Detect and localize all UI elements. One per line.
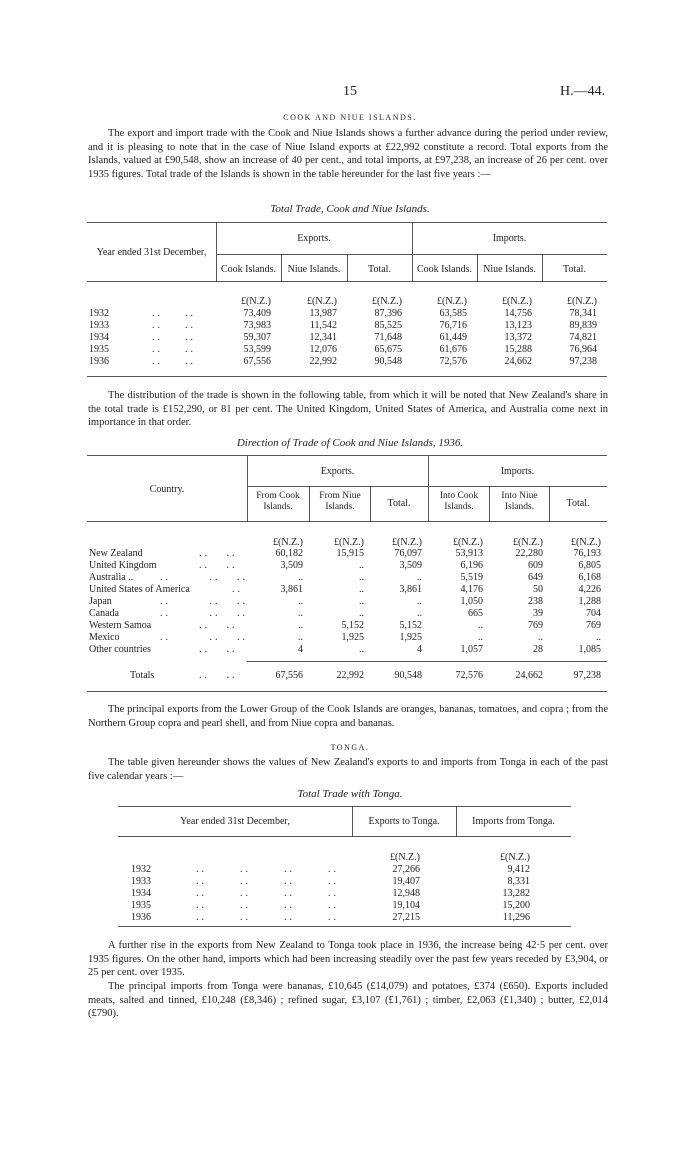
leader-dots: .. .. .. — [160, 572, 248, 583]
leader-dots: .. .. .. — [160, 608, 248, 619]
table-cell: 59,307 — [243, 332, 271, 343]
table-rule — [309, 486, 310, 521]
table-cell: 65,675 — [374, 344, 402, 355]
table-cell: 5,152 — [399, 620, 422, 631]
leader-dots: .. .. .. .. — [196, 888, 339, 899]
row-year: 1933 — [131, 876, 151, 887]
group-header-imports: Imports. — [492, 233, 527, 244]
table-cell: .. — [478, 620, 483, 631]
table-rule — [118, 926, 571, 927]
table-cell: 73,409 — [243, 308, 271, 319]
leader-dots: .. .. .. .. — [196, 876, 339, 887]
table-cell: 4,226 — [578, 584, 601, 595]
table-rule — [87, 376, 607, 377]
column-header: Into Cook Islands. — [439, 491, 479, 512]
column-header: Total. — [563, 264, 586, 275]
table-rule — [118, 836, 571, 837]
leader-dots: .. .. — [152, 356, 196, 367]
table-rule — [118, 806, 571, 807]
table-rule — [247, 661, 607, 662]
table-cell: 11,542 — [309, 320, 337, 331]
table-cell: 13,123 — [504, 320, 532, 331]
table-cell: 67,556 — [243, 356, 271, 367]
leader-dots: .. .. — [152, 308, 196, 319]
column-header-imports: Imports from Tonga. — [472, 816, 555, 827]
table-cell: .. — [298, 620, 303, 631]
leader-dots: .. — [232, 584, 243, 595]
unit-label: £(N.Z.) — [567, 296, 597, 307]
table-cell: 74,821 — [569, 332, 597, 343]
leader-dots: .. .. .. — [160, 632, 248, 643]
table-cell: 649 — [528, 572, 543, 583]
tonga-intro-paragraph: The table given hereunder shows the values of New Zealand's exports to and imports from Tonga in each of the past five calendar years :— — [88, 757, 608, 782]
table-cell: 5,519 — [460, 572, 483, 583]
column-header: From Cook Islands. — [256, 491, 300, 512]
table-cell: 12,948 — [392, 888, 420, 899]
row-country: United Kingdom — [89, 560, 157, 571]
table-cell: 76,716 — [439, 320, 467, 331]
unit-label: £(N.Z.) — [392, 537, 422, 548]
column-header: From Niue Islands. — [319, 491, 361, 512]
unit-label: £(N.Z.) — [334, 537, 364, 548]
document-reference: H.—44. — [560, 84, 606, 99]
table3-caption: Total Trade with Tonga. — [297, 788, 403, 800]
table-cell: 27,266 — [392, 864, 420, 875]
unit-label: £(N.Z.) — [241, 296, 271, 307]
unit-label: £(N.Z.) — [273, 537, 303, 548]
table-cell: .. — [359, 644, 364, 655]
table-cell: 97,238 — [569, 356, 597, 367]
leader-dots: .. .. — [199, 548, 238, 559]
table-cell: 76,193 — [573, 548, 601, 559]
table-cell: 3,861 — [399, 584, 422, 595]
table-cell: 12,341 — [309, 332, 337, 343]
column-header: Total. — [368, 264, 391, 275]
table-cell: .. — [298, 632, 303, 643]
table-cell: 3,509 — [399, 560, 422, 571]
table-cell: .. — [417, 608, 422, 619]
group-header-imports: Imports. — [500, 466, 535, 477]
table-cell: .. — [359, 596, 364, 607]
table-cell: 87,396 — [374, 308, 402, 319]
table-cell: 28 — [533, 644, 543, 655]
row-year: 1933 — [89, 320, 109, 331]
row-year: 1936 — [89, 356, 109, 367]
table-cell: 11,296 — [502, 912, 530, 923]
leader-dots: .. .. — [152, 332, 196, 343]
row-country: Australia .. — [89, 572, 134, 583]
table-cell: .. — [538, 632, 543, 643]
table-cell: 6,168 — [578, 572, 601, 583]
table-cell: 13,372 — [504, 332, 532, 343]
table-cell: 15,200 — [502, 900, 530, 911]
column-header: Cook Islands. — [417, 264, 472, 275]
table-cell: 665 — [468, 608, 483, 619]
table-cell: .. — [359, 584, 364, 595]
totals-cell: 67,556 — [275, 670, 303, 681]
table-cell: 15,288 — [504, 344, 532, 355]
unit-label: £(N.Z.) — [571, 537, 601, 548]
table-cell: 19,407 — [392, 876, 420, 887]
leader-dots: .. .. — [152, 320, 196, 331]
table-cell: 3,861 — [280, 584, 303, 595]
totals-cell: 97,238 — [573, 670, 601, 681]
column-header-exports: Exports to Tonga. — [368, 816, 440, 827]
table-cell: 50 — [533, 584, 543, 595]
table-rule — [87, 222, 607, 223]
column-header-year: Year ended 31st December, — [180, 816, 290, 827]
table-cell: 39 — [533, 608, 543, 619]
totals-cell: 90,548 — [394, 670, 422, 681]
row-year: 1935 — [89, 344, 109, 355]
tonga-exports-paragraph: A further rise in the exports from New Zealand to Tonga took place in 1936, the increase being 42·5 per cent. over 1935 figures. On the other hand, imports which had been increasing steadily over the past few years receded by £3,904, or 25 per cent. over 1935. — [88, 940, 608, 979]
table-cell: 14,756 — [504, 308, 532, 319]
table-cell: 53,599 — [243, 344, 271, 355]
table-cell: .. — [359, 560, 364, 571]
row-country: Western Samoa — [89, 620, 152, 631]
leader-dots: .. .. .. .. — [196, 900, 339, 911]
page-number: 15 — [343, 84, 357, 99]
table-cell: 15,915 — [336, 548, 364, 559]
tonga-imports-paragraph: The principal imports from Tonga were bananas, £10,645 (£14,079) and potatoes, £374 (£650). Exports included meats, salted and tinned, £10,248 (£8,346) ; refined sugar, £3,107 (£1,761) ; timber, £2,063 (£1,340) ; butter, £2,014 (£790). — [88, 981, 608, 1020]
table-cell: 6,196 — [460, 560, 483, 571]
cook-intro-paragraph: The export and import trade with the Cook and Niue Islands shows a further advance during the period under review, and it is pleasing to note that in the case of Niue Island exports at £22,992 constitute a record. Total exports from the Islands, valued at £90,548, show an increase of 40 per cent., and total imports, at £97,238, an increase of 26 per cent. over 1935 figures. Total trade of the Islands is shown in the table hereunder for the last five years :— — [88, 128, 608, 180]
table-cell: 704 — [586, 608, 601, 619]
table-cell: 22,280 — [515, 548, 543, 559]
row-country: Japan — [89, 596, 112, 607]
table-rule — [87, 521, 607, 522]
table-cell: 3,509 — [280, 560, 303, 571]
leader-dots: .. .. .. .. — [196, 864, 339, 875]
row-country: United States of America — [89, 584, 190, 595]
totals-cell: 24,662 — [515, 670, 543, 681]
table-cell: 1,925 — [399, 632, 422, 643]
distribution-paragraph: The distribution of the trade is shown in the following table, from which it will be noted that New Zealand's share in the total trade is £152,290, or 81 per cent. The United Kingdom, United States of America, and Australia come next in importance in that order. — [88, 390, 608, 429]
principal-exports-paragraph: The principal exports from the Lower Group of the Cook Islands are oranges, bananas, tomatoes, and copra ; from the Northern Group copra and pearl shell, and from Niue copra and bananas. — [88, 704, 608, 729]
table-cell: 22,992 — [309, 356, 337, 367]
unit-label: £(N.Z.) — [513, 537, 543, 548]
table-cell: 76,097 — [394, 548, 422, 559]
table-cell: .. — [359, 608, 364, 619]
table-cell: 63,585 — [439, 308, 467, 319]
table-rule — [87, 281, 607, 282]
column-header-year: Year ended 31st December, — [96, 247, 207, 258]
table2-caption: Direction of Trade of Cook and Niue Islands, 1936. — [236, 437, 464, 449]
row-year: 1936 — [131, 912, 151, 923]
table-rule — [87, 691, 607, 692]
table-cell: 8,331 — [507, 876, 530, 887]
table-cell: 78,341 — [569, 308, 597, 319]
table-rule — [247, 455, 248, 521]
unit-label: £(N.Z.) — [390, 852, 420, 863]
table-rule — [87, 455, 607, 456]
section-heading-tonga: TONGA. — [330, 743, 370, 752]
leader-dots: .. .. .. .. — [196, 912, 339, 923]
table-cell: .. — [298, 608, 303, 619]
table-cell: 1,085 — [578, 644, 601, 655]
table-cell: .. — [359, 572, 364, 583]
table-cell: 609 — [528, 560, 543, 571]
table-cell: 89,839 — [569, 320, 597, 331]
table-cell: 24,662 — [504, 356, 532, 367]
table-cell: 4,176 — [460, 584, 483, 595]
leader-dots: .. .. — [199, 620, 238, 631]
row-country: New Zealand — [89, 548, 143, 559]
column-header: Into Niue Islands. — [501, 491, 538, 512]
table-cell: 13,282 — [502, 888, 530, 899]
table-cell: 73,983 — [243, 320, 271, 331]
table-cell: .. — [417, 572, 422, 583]
table-cell: 76,964 — [569, 344, 597, 355]
unit-label: £(N.Z.) — [307, 296, 337, 307]
table-cell: 60,182 — [275, 548, 303, 559]
table-cell: 90,548 — [374, 356, 402, 367]
column-header: Niue Islands. — [483, 264, 536, 275]
table-cell: .. — [596, 632, 601, 643]
table-cell: 9,412 — [507, 864, 530, 875]
unit-label: £(N.Z.) — [500, 852, 530, 863]
table-cell: .. — [298, 572, 303, 583]
table-cell: 53,913 — [455, 548, 483, 559]
leader-dots: .. .. — [199, 644, 238, 655]
table-cell: 1,925 — [341, 632, 364, 643]
leader-dots: .. .. .. — [160, 596, 248, 607]
table-cell: 12,076 — [309, 344, 337, 355]
leader-dots: .. .. — [152, 344, 196, 355]
group-header-exports: Exports. — [297, 233, 331, 244]
table-cell: 238 — [528, 596, 543, 607]
table-cell: 61,676 — [439, 344, 467, 355]
leader-dots: .. .. — [199, 560, 238, 571]
unit-label: £(N.Z.) — [372, 296, 402, 307]
row-year: 1935 — [131, 900, 151, 911]
table-cell: 27,215 — [392, 912, 420, 923]
column-header-country: Country. — [149, 484, 185, 495]
row-year: 1934 — [131, 888, 151, 899]
table1-caption: Total Trade, Cook and Niue Islands. — [270, 203, 430, 215]
table-cell: 769 — [528, 620, 543, 631]
row-country: Canada — [89, 608, 119, 619]
group-header-exports: Exports. — [320, 466, 355, 477]
table-rule — [428, 455, 429, 521]
totals-cell: 72,576 — [455, 670, 483, 681]
row-year: 1932 — [89, 308, 109, 319]
column-header: Niue Islands. — [287, 264, 341, 275]
table-cell: 4 — [417, 644, 422, 655]
unit-label: £(N.Z.) — [437, 296, 467, 307]
table-cell: .. — [478, 632, 483, 643]
table-cell: .. — [417, 596, 422, 607]
section-heading-cook-niue: COOK AND NIUE ISLANDS. — [283, 113, 417, 122]
column-header: Total. — [387, 498, 411, 509]
table-cell: 1,050 — [460, 596, 483, 607]
table-rule — [489, 486, 490, 521]
unit-label: £(N.Z.) — [502, 296, 532, 307]
column-header: Cook Islands. — [221, 264, 276, 275]
row-country: Mexico — [89, 632, 120, 643]
totals-cell: 22,992 — [336, 670, 364, 681]
table-cell: 4 — [298, 644, 303, 655]
table-cell: 71,648 — [374, 332, 402, 343]
leader-dots: .. .. — [199, 670, 238, 681]
row-year: 1934 — [89, 332, 109, 343]
table-cell: 19,104 — [392, 900, 420, 911]
table-cell: .. — [298, 596, 303, 607]
table-cell: 5,152 — [341, 620, 364, 631]
column-header: Total. — [566, 498, 590, 509]
table-cell: 6,805 — [578, 560, 601, 571]
row-year: 1932 — [131, 864, 151, 875]
table-rule — [247, 486, 607, 487]
table-cell: 13,987 — [309, 308, 337, 319]
row-country: Other countries — [89, 644, 151, 655]
table-cell: 1,288 — [578, 596, 601, 607]
totals-label: Totals — [130, 670, 155, 681]
table-cell: 72,576 — [439, 356, 467, 367]
unit-label: £(N.Z.) — [453, 537, 483, 548]
table-cell: 61,449 — [439, 332, 467, 343]
table-cell: 85,525 — [374, 320, 402, 331]
table-cell: 1,057 — [460, 644, 483, 655]
table-cell: 769 — [586, 620, 601, 631]
